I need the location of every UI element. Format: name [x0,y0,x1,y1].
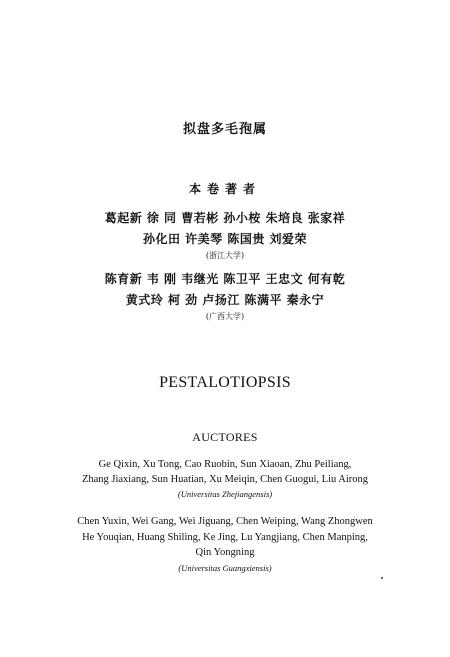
print-speck [381,577,383,579]
chinese-affiliation: (广西大学) [205,312,245,321]
chinese-author-line: 陈育新 韦 刚 韦继光 陈卫平 王忠文 何有乾 [104,272,346,286]
english-author-line: Chen Yuxin, Wei Gang, Wei Jiguang, Chen Weiping, Wang Zhongwen [77,516,373,527]
english-affiliation: (Universitas Guangxiensis) [178,563,272,573]
english-affiliation: (Universitas Zhejiangensis) [177,489,273,499]
english-author-line: Zhang Jiaxiang, Sun Huatian, Xu Meiqin, Chen Guogui, Liu Airong [81,474,369,485]
chinese-author-line: 葛起新 徐 同 曹若彬 孙小桉 朱培良 张家祥 [104,211,346,225]
english-author-line: Qin Yongning [195,547,255,558]
english-author-line: Ge Qixin, Xu Tong, Cao Ruobin, Sun Xiaoan, Zhu Peiliang, [98,459,352,470]
english-title: PESTALOTIOPSIS [159,374,291,391]
chinese-author-line: 孙化田 许美琴 陈国贵 刘爱荣 [142,232,308,246]
chinese-affiliation: (浙江大学) [205,251,245,260]
chinese-title: 拟盘多毛孢属 [182,122,267,137]
english-authors-heading: AUCTORES [192,430,258,444]
chinese-author-line: 黄式玲 柯 劲 卢扬江 陈满平 秦永宁 [125,293,325,307]
chinese-authors-heading: 本卷著者 [188,182,261,196]
english-author-line: He Youqian, Huang Shiling, Ke Jing, Lu Yangjiang, Chen Manping, [82,532,368,543]
